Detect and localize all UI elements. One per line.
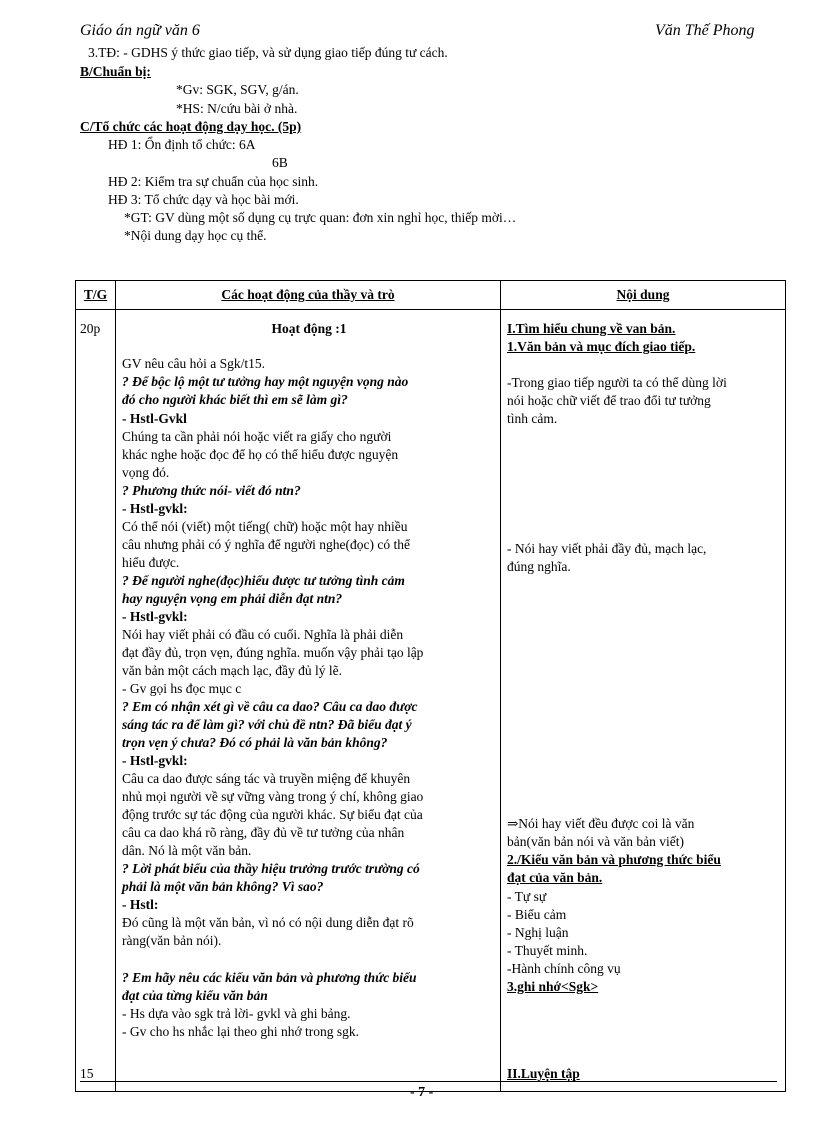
subsection-heading: đạt của văn bản. <box>507 870 603 885</box>
activity-line: Chúng ta cần phải nói hoặc viết ra giấy cho người <box>122 429 392 444</box>
activities-cell <box>116 310 501 1092</box>
header-author: Văn Thế Phong <box>655 22 755 39</box>
table-row <box>76 310 786 1092</box>
introduction-note: *GT: GV dùng một số dụng cụ trực quan: đơn xin nghỉ học, thiếp mời… <box>124 210 517 225</box>
activity-line: động trước sự tác động của người khác. Sự biểu đạt của <box>122 807 423 822</box>
activity-line: câu ca dao khá rõ ràng, đầy đủ về tư tưởng của nhân <box>122 825 405 840</box>
activity-line: dân. Nó là một văn bản. <box>122 843 252 858</box>
time-cell <box>76 310 116 1092</box>
activity-line: đạt đầy đủ, trọn vẹn, đúng nghĩa. muốn vậy phải tạo lập <box>122 645 424 660</box>
activity-line: Đó cũng là một văn bản, vì nó có nội dung diễn đạt rõ <box>122 915 414 930</box>
text-type-item: - Biểu cảm <box>507 907 567 922</box>
content-note: *Nội dung dạy học cụ thể. <box>124 228 267 243</box>
activity-line: - Gv cho hs nhắc lại theo ghi nhớ trong sgk. <box>122 1024 359 1039</box>
content-line: ⇒Nói hay viết đều được coi là văn <box>507 816 695 831</box>
content-line: đúng nghĩa. <box>507 559 571 574</box>
organization-heading: C/Tổ chức các hoạt động dạy học. (5p) <box>80 119 302 134</box>
activity-3: HĐ 3: Tổ chức dạy và học bài mới. <box>108 192 299 207</box>
activity-line: GV nêu câu hỏi a Sgk/t15. <box>122 356 265 371</box>
page-number: - 7 - <box>410 1085 434 1100</box>
question-line: sáng tác ra để làm gì? với chủ đề ntn? Đã biểu đạt ý <box>122 717 412 732</box>
header-content: Nội dung <box>501 281 786 310</box>
content-line: tình cảm. <box>507 411 558 426</box>
activity-line: câu nhưng phải có ý nghĩa để người nghe(đọc) có thể <box>122 537 410 552</box>
activity-line: Có thể nói (viết) một tiếng( chữ) hoặc một hay nhiều <box>122 519 408 534</box>
prep-teacher: *Gv: SGK, SGV, g/án. <box>176 82 299 97</box>
answer-label: - Hstl-gvkl: <box>122 753 188 768</box>
lesson-table <box>75 280 786 1092</box>
header-activities: Các hoạt động của thầy và trò <box>116 281 501 310</box>
activity-line: Câu ca dao được sáng tác và truyền miệng để khuyên <box>122 771 411 786</box>
question-line: hay nguyện vọng em phải diễn đạt ntn? <box>122 591 343 606</box>
activity-line: - Hs dựa vào sgk trả lời- gvkl và ghi bảng. <box>122 1006 351 1021</box>
answer-label: - Hstl: <box>122 897 159 912</box>
activity-1-class-b: 6B <box>272 155 288 170</box>
intro-attitude: 3.TĐ: - GDHS ý thức giao tiếp, và sử dụng giao tiếp đúng tư cách. <box>88 45 448 60</box>
subsection-heading: 3.ghi nhớ<Sgk> <box>507 979 599 994</box>
question-line: ? Để bộc lộ một tư tưởng hay một nguyện vọng nào <box>122 374 409 389</box>
answer-label: - Hstl-Gvkl <box>122 411 187 426</box>
activity-line: - Gv gọi hs đọc mục c <box>122 681 242 696</box>
header-title: Giáo án ngữ văn 6 <box>80 22 200 39</box>
activity-line: Nói hay viết phải có đầu có cuối. Nghĩa là phải diễn <box>122 627 404 642</box>
content-line: -Trong giao tiếp người ta có thể dùng lời <box>507 375 727 390</box>
prep-heading: B/Chuẩn bị: <box>80 64 151 79</box>
activity-line: nhủ mọi người về sự vững vàng trong ý chí, không giao <box>122 789 424 804</box>
answer-label: - Hstl-gvkl: <box>122 501 188 516</box>
question-line: đạt của từng kiểu văn bản <box>122 988 268 1003</box>
subsection-heading: 1.Văn bản và mục đích giao tiếp. <box>507 339 696 354</box>
question-line: trọn vẹn ý chưa? Đó có phải là văn bản không? <box>122 735 388 750</box>
time-first: 20p <box>80 321 101 336</box>
activity-line: ràng(văn bản nói). <box>122 933 222 948</box>
question-line: ? Lời phát biểu của thầy hiệu trưởng trước trường có <box>122 861 420 876</box>
answer-label: - Hstl-gvkl: <box>122 609 188 624</box>
activity-1: HĐ 1: Ổn định tổ chức: 6A <box>108 137 256 152</box>
footer-rule <box>80 1081 777 1082</box>
activity-line: văn bản một cách mạch lạc, đầy đủ lý lẽ. <box>122 663 343 678</box>
section-heading: I.Tìm hiểu chung về van bản. <box>507 321 676 336</box>
text-type-item: -Hành chính công vụ <box>507 961 621 976</box>
text-type-item: - Thuyết minh. <box>507 943 588 958</box>
question-line: ? Phương thức nói- viết đó ntn? <box>122 483 301 498</box>
activity-line: hiểu được. <box>122 555 180 570</box>
section-heading: II.Luyện tập <box>507 1066 580 1081</box>
content-line: bản(văn bản nói và văn bản viết) <box>507 834 684 849</box>
question-line: ? Em hãy nêu các kiểu văn bản và phương thức biểu <box>122 970 417 985</box>
prep-students: *HS: N/cứu bài ở nhà. <box>176 101 298 116</box>
content-line: nói hoặc chữ viết để trao đổi tư tưởng <box>507 393 711 408</box>
question-line: ? Để người nghe(đọc)hiểu được tư tưởng tình cảm <box>122 573 405 588</box>
question-line: ? Em có nhận xét gì về câu ca dao? Câu ca dao được <box>122 699 418 714</box>
content-cell <box>501 310 786 1092</box>
question-line: đó cho người khác biết thì em sẽ làm gì? <box>122 392 348 407</box>
question-line: phải là một văn bản không? Vì sao? <box>122 879 324 894</box>
content-line: - Nói hay viết phải đầy đủ, mạch lạc, <box>507 541 707 556</box>
subsection-heading: 2./Kiểu văn bản và phương thức biểu <box>507 852 721 867</box>
text-type-item: - Tự sự <box>507 889 547 904</box>
table-header-row <box>76 281 786 310</box>
header-time: T/G <box>76 281 116 310</box>
activity-title: Hoạt động :1 <box>271 321 347 336</box>
activity-2: HĐ 2: Kiểm tra sự chuẩn của học sinh. <box>108 174 319 189</box>
time-second: 15 <box>80 1066 94 1081</box>
activity-line: khác nghe hoặc đọc để họ có thể hiểu được nguyện <box>122 447 399 462</box>
activity-line: vọng đó. <box>122 465 170 480</box>
text-type-item: - Nghị luận <box>507 925 569 940</box>
